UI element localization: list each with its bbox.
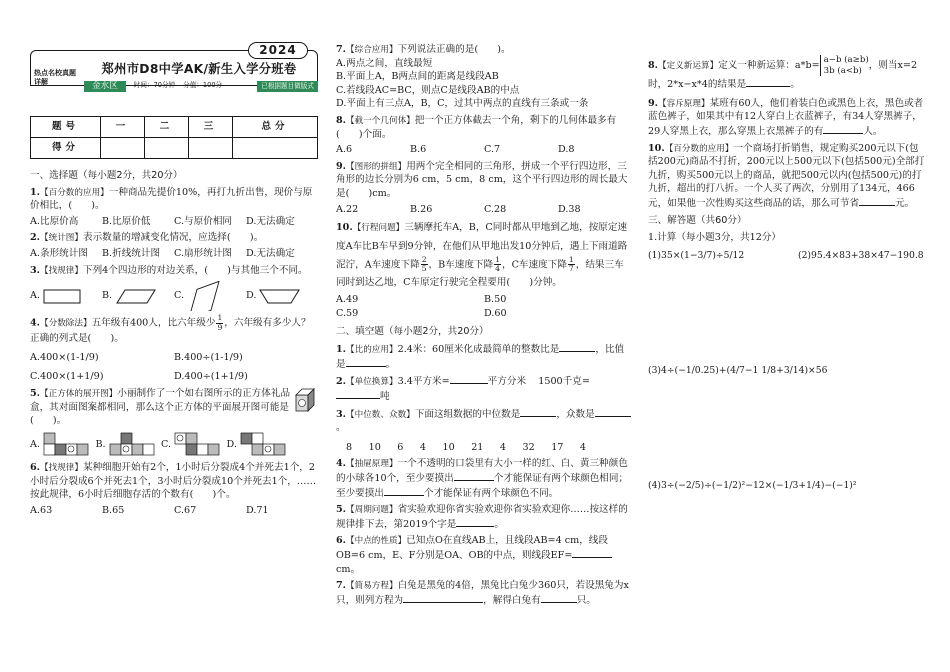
question-text: 小丽制作了一个如右图所示的正方体礼品盒，其对面图案都相同，那么这个正方体的平面展开图可能是( )。 <box>30 388 291 427</box>
score-cell: 题号 <box>31 117 101 138</box>
calc-expression-3: (3)4÷(−1/0.25)+(4/7−1 1/8+3/14)×56 <box>648 364 828 376</box>
question-text: ，B车速度下降 <box>428 259 494 271</box>
option-c[interactable]: C.7 <box>484 144 501 156</box>
section-title: 一、选择题（每小题2分，共20分） <box>30 170 183 181</box>
format-note: 已根据题目做版式 <box>257 81 318 92</box>
question-text: 1500千克= <box>538 376 590 388</box>
option-d[interactable] <box>246 287 318 305</box>
answer-blank[interactable] <box>403 593 483 603</box>
question-text: 2.4米：60厘米化成最简单的整数比是 <box>397 344 560 356</box>
piecewise-definition <box>820 55 869 76</box>
question-text: 一种商品先提价10%，再打九折出售，现价与原价相比，( )。 <box>30 186 313 212</box>
option-d[interactable]: D.71 <box>246 504 269 516</box>
exam-title: 郑州市D8中学AK/新生入学分班卷 <box>101 62 297 76</box>
data-numbers <box>346 441 586 455</box>
question-text: 表示数量的增减变化情况，应选择( )。 <box>83 232 264 244</box>
data-number: 8 <box>346 441 353 453</box>
quadrilateral-options <box>30 281 318 311</box>
hot-school-tag: 热点名校真题详解 <box>34 69 76 86</box>
data-number: 4 <box>419 441 426 453</box>
option-b[interactable]: B.50 <box>484 293 507 305</box>
calc-row-4 <box>648 479 928 492</box>
question-text: 。 <box>790 79 800 91</box>
answer-blank[interactable] <box>572 548 612 558</box>
option-d[interactable] <box>227 432 293 458</box>
question-text: ，六年级有多少人？正确的列式是( )。 <box>30 317 311 345</box>
question-number: 6. <box>30 461 41 473</box>
question-tag: 【比的应用】 <box>346 345 398 356</box>
question-text: cm。 <box>336 563 361 575</box>
option-label: B. <box>95 439 106 451</box>
question-text: 三辆摩托车A，B，C同时都从甲地到乙地，按原定速度A车比B车早到9分钟，在他们从甲地出发10分钟后，遇上下雨道路泥泞，A车速度下降 <box>336 222 628 271</box>
fill-question-2 <box>336 374 632 403</box>
denominator: 7 <box>568 264 574 274</box>
left-column <box>30 0 318 672</box>
cube-net-b <box>109 432 159 458</box>
question-text: 把一个正方体截去一个角，剩下的几何体最多有( )个面。 <box>336 115 617 140</box>
question-text: 个才能保证有两个球颜色不同。 <box>423 487 559 499</box>
data-number: 32 <box>522 441 535 453</box>
time-label: 时间：70分钟 <box>133 81 176 90</box>
question-number: 1. <box>336 344 347 356</box>
options <box>336 293 632 322</box>
question-number: 6. <box>336 535 347 547</box>
option-b[interactable]: B.比原价低 <box>102 215 151 227</box>
cube-net-a <box>43 432 93 458</box>
option-label: A. <box>30 290 40 302</box>
option-b[interactable] <box>96 432 162 458</box>
question-text: 平方分米 <box>487 376 527 388</box>
option-b[interactable]: B.65 <box>102 504 125 516</box>
score-input-cell[interactable] <box>145 138 189 159</box>
question-text: 下列说法正确的是( )。 <box>397 44 511 55</box>
score-cell: 总分 <box>233 117 318 138</box>
info-bar <box>84 80 318 92</box>
answer-blank[interactable] <box>559 342 595 352</box>
fraction <box>568 256 575 274</box>
question-number: 7. <box>336 580 347 592</box>
option-c[interactable]: C.与原价相同 <box>174 215 233 227</box>
question-1 <box>30 186 318 229</box>
option-c[interactable]: C.28 <box>484 203 507 215</box>
fraction <box>216 314 223 332</box>
score-cell: 一 <box>101 117 145 138</box>
denominator: 9 <box>217 322 223 332</box>
option-d[interactable]: D.无法确定 <box>246 248 295 260</box>
question-tag: 【简易方程】 <box>346 581 398 592</box>
question-text: 下列4个四边形的对边关系，( )与其他三个不同。 <box>83 264 308 276</box>
answer-space[interactable] <box>648 262 928 350</box>
question-10 <box>336 219 632 321</box>
question-number: 7. <box>336 44 347 55</box>
cube-net-d <box>240 432 290 458</box>
option-a[interactable]: A.两点之间，直线最短 <box>336 57 433 69</box>
answer-blank[interactable] <box>859 196 895 206</box>
question-4 <box>30 314 318 384</box>
question-3 <box>30 264 318 312</box>
options <box>336 203 632 217</box>
question-number: 2. <box>336 376 347 388</box>
question-tag: 【分数除法】 <box>40 318 92 329</box>
option-c[interactable]: C.400×(1+1/9) <box>30 371 104 383</box>
answer-blank[interactable] <box>454 471 494 481</box>
score-input-cell[interactable] <box>233 138 318 159</box>
question-text: ，比值是 <box>336 344 625 370</box>
question-7 <box>336 43 632 111</box>
question-text: 元。 <box>895 198 915 209</box>
option-label: C. <box>161 439 172 451</box>
fill-question-6 <box>336 534 632 576</box>
answer-blank[interactable] <box>746 77 790 87</box>
question-number: 3. <box>30 264 41 276</box>
question-text: 五年级有400人，比六年级少 <box>91 317 216 329</box>
answer-blank[interactable] <box>384 486 424 496</box>
answer-blank[interactable] <box>450 374 488 384</box>
data-number: 4 <box>499 441 506 453</box>
answer-blank[interactable] <box>336 389 380 399</box>
option-a[interactable]: A.22 <box>336 203 359 215</box>
question-6 <box>30 461 318 517</box>
option-a[interactable] <box>30 432 96 458</box>
question-number: 5. <box>336 504 347 516</box>
option-b[interactable]: B.6 <box>410 144 427 156</box>
question-tag: 【容斥原理】 <box>658 98 710 109</box>
option-c[interactable]: C.59 <box>336 308 359 320</box>
question-tag: 【单位换算】 <box>346 377 398 388</box>
options <box>30 504 318 518</box>
data-number: 4 <box>579 441 586 453</box>
section-title: 二、填空题（每小题2分，共20分） <box>336 326 489 338</box>
fill-question-7 <box>336 579 632 607</box>
score-cell: 二 <box>145 117 189 138</box>
question-tag: 【百分数的应用】 <box>664 143 734 154</box>
area-tag: 金水区 <box>84 81 126 92</box>
options <box>30 247 318 261</box>
question-tag: 【统计图】 <box>40 233 83 244</box>
question-tag: 【图形的拼组】 <box>346 161 407 172</box>
option-d[interactable]: D.无法确定 <box>246 215 295 227</box>
option-b[interactable]: B.平面上A，B两点间的距离是线段AB <box>336 71 499 83</box>
piecewise-case: 3b (a<b) <box>823 65 862 76</box>
calc-expression-4: (4)3÷(−2/5)÷(−1/2)²−12×(−1/3+1/4)−(−1)² <box>648 479 857 491</box>
score-input-cell[interactable] <box>189 138 233 159</box>
fill-question-4 <box>336 457 632 500</box>
question-tag: 【中点的性质】 <box>346 536 407 547</box>
question-tag: 【截一个几何体】 <box>346 116 415 127</box>
question-number: 9. <box>336 160 347 172</box>
question-9 <box>336 160 632 216</box>
option-c[interactable]: C.若线段AC=BC，则点C是线段AB的中点 <box>336 84 520 96</box>
option-d[interactable]: D.400÷(1+1/9) <box>174 371 248 383</box>
fill-question-9 <box>648 97 928 139</box>
option-a[interactable]: A.63 <box>30 504 53 516</box>
fill-question-1 <box>336 342 632 371</box>
question-number: 2. <box>30 232 41 244</box>
question-number: 4. <box>336 458 347 470</box>
option-c[interactable]: C.扇形统计图 <box>174 248 233 260</box>
question-tag: 【周期问题】 <box>346 505 398 516</box>
answer-blank[interactable] <box>541 593 577 603</box>
answer-blank[interactable] <box>595 407 631 417</box>
question-number: 9. <box>648 97 659 109</box>
question-tag: 【定义新运算】 <box>658 61 719 72</box>
option-a[interactable] <box>30 287 102 305</box>
question-text: 定义一种新运算：a*b= <box>718 60 820 72</box>
question-number: 1. <box>30 186 41 198</box>
question-tag: 【正方体的展开图】 <box>40 389 118 400</box>
question-text: 。 <box>494 518 504 530</box>
rectangle-shape <box>43 287 83 305</box>
question-tag: 【行程问题】 <box>352 223 405 234</box>
trapezoid-shape <box>259 287 301 305</box>
data-number: 6 <box>397 441 404 453</box>
right-column <box>648 0 928 672</box>
question-text: ，众数是 <box>556 408 595 420</box>
question-2 <box>30 231 318 260</box>
score-table <box>30 116 318 159</box>
cube-net-c <box>174 432 224 458</box>
question-number: 8. <box>648 60 659 72</box>
data-number: 21 <box>471 441 484 453</box>
option-label: D. <box>246 290 257 302</box>
data-number: 17 <box>551 441 564 453</box>
data-number: 10 <box>442 441 455 453</box>
question-text: 。 <box>336 422 346 434</box>
numerator: 2 <box>421 254 427 264</box>
question-number: 10. <box>336 222 353 234</box>
calc-title: 1.计算（每小题3分，共12分） <box>648 232 781 244</box>
question-number: 10. <box>648 142 665 154</box>
question-text: ，结果三车同时到达乙地，C车原定行驶完全程要用( )分钟。 <box>336 259 624 289</box>
question-text: 吨 <box>380 390 390 402</box>
answer-blank[interactable] <box>520 407 556 417</box>
gift-cube-figure <box>294 387 318 413</box>
year-badge: 2024 <box>248 42 308 59</box>
middle-column <box>336 0 632 672</box>
numerator: 1 <box>217 313 223 323</box>
options <box>30 351 318 384</box>
question-tag: 【找规律】 <box>40 265 83 276</box>
option-d[interactable]: D.60 <box>484 308 507 320</box>
calc-expression-1: (1)35×(1−3/7)÷5/12 <box>648 249 745 261</box>
question-number: 8. <box>336 115 347 127</box>
question-tag: 【中位数、众数】 <box>346 409 415 420</box>
question-text: 一个商场打折销售，规定购买200元以下(包括200元)商品不打折，200元以上500元以下(包括500元)全部打九折，购买500元以上的商品，就把500元以内(包括500元)的打九折，超出的打八折。一个人买了两次，分别用了134元，466元，如果他一次性购买这些商品的话，那么可节省 <box>648 142 925 209</box>
option-a[interactable]: A.条形统计图 <box>30 248 88 260</box>
question-number: 4. <box>30 317 41 329</box>
option-b[interactable] <box>102 287 174 305</box>
score-header-row <box>31 117 318 138</box>
option-label: A. <box>30 439 40 451</box>
question-number: 5. <box>30 388 41 400</box>
data-number: 10 <box>368 441 381 453</box>
question-text: ，则当x=2时，2*x−x*4的结果是 <box>648 60 918 91</box>
question-text: 。 <box>385 358 396 370</box>
option-c[interactable] <box>174 281 246 311</box>
answer-space[interactable] <box>648 377 928 465</box>
options <box>30 215 318 229</box>
denominator: 5 <box>421 264 427 274</box>
parallelogram-shape <box>115 287 157 305</box>
question-8 <box>336 114 632 157</box>
question-text: 白兔是黑兔的4倍，黑兔比白兔少360只，若设黑兔为x只，则列方程为 <box>336 580 629 606</box>
option-d[interactable]: D.平面上有三点A，B，C，过其中两点的直线有三条或一条 <box>336 98 589 110</box>
question-tag: 【综合应用】 <box>346 45 398 55</box>
question-tag: 【找规律】 <box>40 462 83 473</box>
question-text: 省实验欢迎你省实验欢迎你省实验欢迎你……按这样的规律排下去，第2019个字是 <box>336 504 628 530</box>
section-title: 三、解答题（共60分） <box>648 214 747 226</box>
option-b[interactable]: B.400÷(1-1/9) <box>174 351 243 363</box>
calc-row-3 <box>648 364 928 377</box>
question-5 <box>30 387 318 458</box>
question-text: 已知点O在直线AB上，且线段AB=4 cm，线段OB=6 cm，E、F分别是OA、OB的中点，则线段EF= <box>336 535 608 561</box>
score-input-cell[interactable] <box>101 138 145 159</box>
option-d[interactable]: D.8 <box>558 144 575 156</box>
rhombus-shape <box>187 281 223 311</box>
score-cell: 得分 <box>31 138 101 159</box>
question-text: 个才能保证有两个球颜色相同；至少要摸出 <box>336 472 629 499</box>
option-b[interactable]: B.26 <box>410 203 433 215</box>
option-d[interactable]: D.38 <box>558 203 581 215</box>
question-text: ，C车速度下降 <box>502 259 567 271</box>
calc-expression-2: (2)95.4×83+38×47−190.8 <box>798 249 924 261</box>
option-label: B. <box>102 290 113 302</box>
question-text: 只。 <box>576 594 596 606</box>
option-a[interactable]: A.400×(1-1/9) <box>30 351 99 363</box>
question-text: 3.4平方米= <box>397 376 450 388</box>
numerator: 1 <box>568 254 574 264</box>
option-a[interactable]: A.比原价高 <box>30 215 79 227</box>
option-c[interactable] <box>161 432 227 458</box>
score-cell: 三 <box>189 117 233 138</box>
question-number: 3. <box>336 408 347 420</box>
question-text: 某班有60人，他们着装白色或黑色上衣，黑色或者蓝色裤子，如果其中有12人穿白上衣蓝裤子，有34人穿黑裤子，29人穿黑上衣，那么穿黑上衣黑裤子的有 <box>648 97 924 137</box>
option-a[interactable]: A.6 <box>336 144 353 156</box>
answer-blank[interactable] <box>346 357 386 367</box>
net-options <box>30 432 292 458</box>
question-text: 人。 <box>863 125 883 137</box>
options <box>336 143 632 157</box>
calc-row-1 <box>648 249 928 262</box>
fill-question-10 <box>648 142 928 211</box>
denominator: 4 <box>495 264 500 274</box>
option-label: D. <box>226 439 237 451</box>
question-tag: 【百分数的应用】 <box>40 187 109 198</box>
question-text: 下面这组数据的中位数是 <box>414 408 521 420</box>
numerator: 1 <box>495 254 500 264</box>
fill-question-3 <box>336 407 632 455</box>
fill-question-5 <box>336 503 632 531</box>
question-tag: 【抽屉原理】 <box>346 459 398 470</box>
exam-header <box>30 42 318 100</box>
question-text: 一个不透明的口袋里有大小一样的红、白、黄三种颜色的小球各10个，至少要摸出 <box>336 458 628 484</box>
question-text: ，解得白兔有 <box>483 594 541 606</box>
option-label: C. <box>174 290 185 302</box>
fill-question-8 <box>648 55 928 94</box>
score-label: 分值：100分 <box>183 81 223 90</box>
option-c[interactable]: C.67 <box>174 504 197 516</box>
answer-blank[interactable] <box>823 124 863 134</box>
fraction <box>494 256 501 274</box>
question-text: 某种细胞开始有2个，1小时后分裂成4个并死去1个，2小时后分裂成6个并死去1个，3小时后分裂成10个并死去1个，……按此规律，6小时后细胞存活的个数有( )个。 <box>30 461 317 501</box>
score-value-row <box>31 138 318 159</box>
answer-blank[interactable] <box>456 517 494 527</box>
option-b[interactable]: B.折线统计图 <box>102 248 161 260</box>
option-a[interactable]: A.49 <box>336 293 359 305</box>
piecewise-case: a−b (a≥b) <box>823 55 869 65</box>
fraction <box>421 256 428 274</box>
question-text: 用两个完全相同的三角形，拼成一个平行四边形，三角形的边长分别为6 cm，5 cm，8 cm，这个平行四边形的周长最大是( )cm。 <box>336 160 628 200</box>
